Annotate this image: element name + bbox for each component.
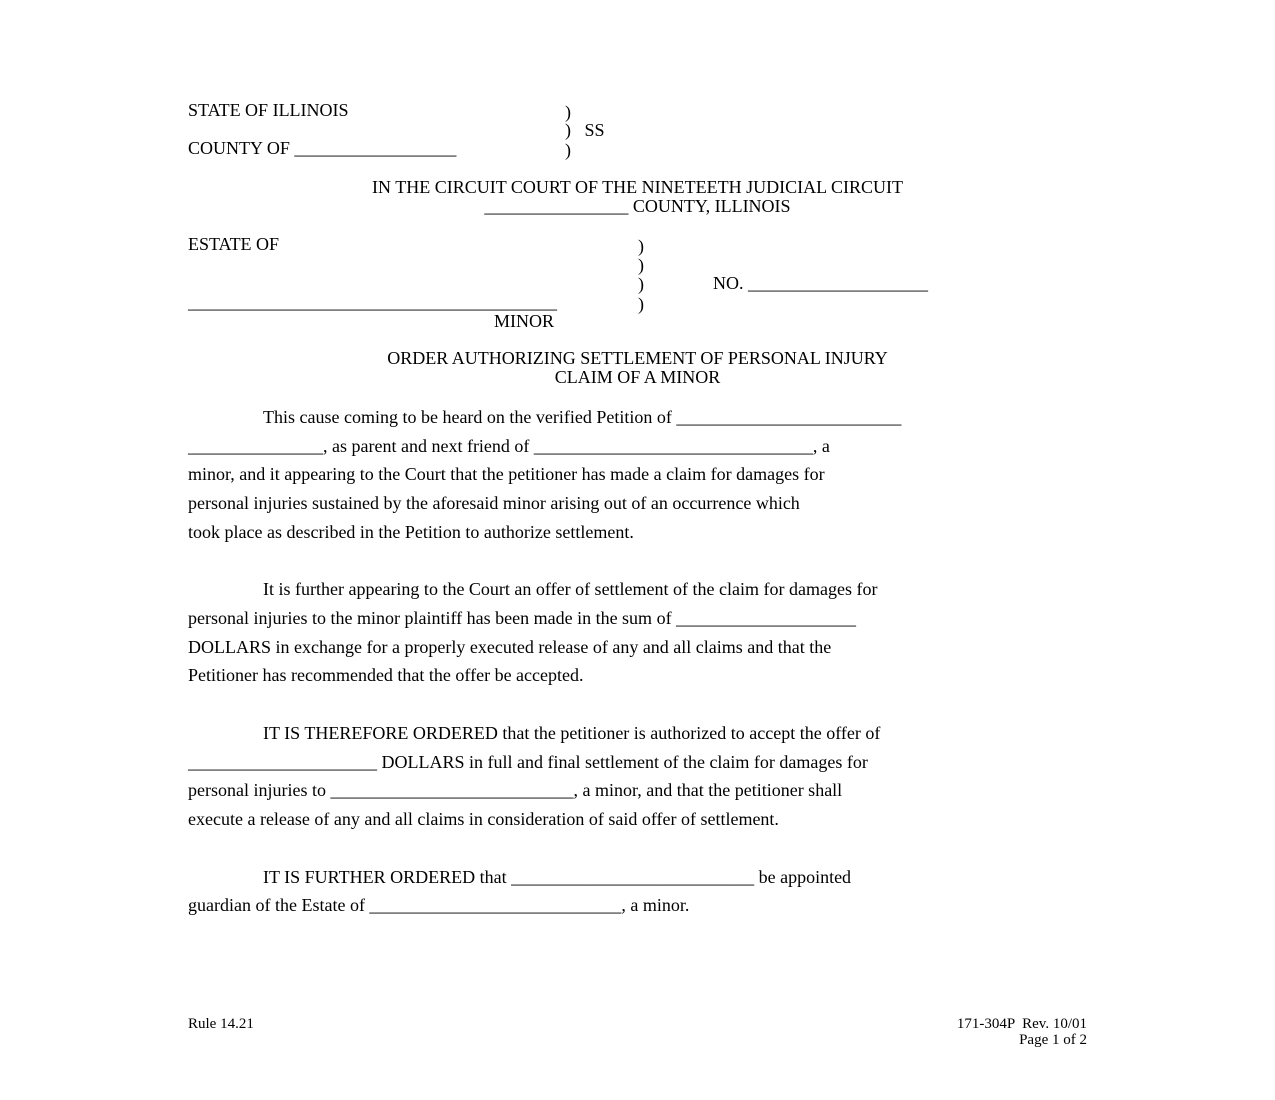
para4-line2: guardian of the Estate of ____________________________, a minor. xyxy=(188,895,690,915)
caption-paren-1: ) xyxy=(565,102,571,122)
para3-line2: _____________________ DOLLARS in full and final settlement of the claim for damages for xyxy=(188,752,868,772)
para3-line1: IT IS THEREFORE ORDERED that the petitioner is authorized to accept the offer of xyxy=(263,723,881,743)
case-number-label: NO. ____________________ xyxy=(713,273,928,293)
court-county-line: ________________ COUNTY, ILLINOIS xyxy=(484,196,791,216)
estate-of-label: ESTATE OF xyxy=(188,234,280,254)
page-indicator: Page 1 of 2 xyxy=(1019,1032,1087,1048)
para1-line3: minor, and it appearing to the Court that the petitioner has made a claim for damages for xyxy=(188,464,825,484)
para3-line4: execute a release of any and all claims in consideration of said offer of settlement. xyxy=(188,809,779,829)
estate-paren-4: ) xyxy=(638,294,644,314)
state-label: STATE OF ILLINOIS xyxy=(188,100,349,120)
para1-line2: _______________, as parent and next friend of _______________________________, a xyxy=(188,436,830,456)
estate-paren-3: ) xyxy=(638,274,644,294)
ss-label: ) SS xyxy=(565,120,605,140)
form-number: 171-304P Rev. 10/01 xyxy=(956,1016,1087,1032)
para2-line4: Petitioner has recommended that the offer be accepted. xyxy=(188,665,584,685)
para1-line1: This cause coming to be heard on the verified Petition of _________________________ xyxy=(263,407,902,427)
para3-line3: personal injuries to ___________________________, a minor, and that the petitioner shall xyxy=(188,780,843,800)
para1-line5: took place as described in the Petition to authorize settlement. xyxy=(188,522,634,542)
estate-paren-2: ) xyxy=(638,255,644,275)
county-label: COUNTY OF __________________ xyxy=(188,138,457,158)
para2-line3: DOLLARS in exchange for a properly executed release of any and all claims and that the xyxy=(188,637,832,657)
court-heading: IN THE CIRCUIT COURT OF THE NINETEETH JUDICIAL CIRCUIT xyxy=(372,177,903,197)
rule-label: Rule 14.21 xyxy=(188,1016,254,1032)
para2-line2: personal injuries to the minor plaintiff has been made in the sum of ____________________ xyxy=(188,608,857,628)
minor-label: MINOR xyxy=(494,311,555,331)
order-title-line1: ORDER AUTHORIZING SETTLEMENT OF PERSONAL INJURY xyxy=(387,348,888,368)
order-title-line2: CLAIM OF A MINOR xyxy=(554,367,721,387)
para4-line1: IT IS FURTHER ORDERED that ___________________________ be appointed xyxy=(263,867,852,887)
para1-line4: personal injuries sustained by the aforesaid minor arising out of an occurrence which xyxy=(188,493,800,513)
caption-paren-3: ) xyxy=(565,140,571,160)
minor-name-blank: _________________________________________ xyxy=(188,292,557,312)
estate-paren-1: ) xyxy=(638,236,644,256)
para2-line1: It is further appearing to the Court an offer of settlement of the claim for damages for xyxy=(263,579,878,599)
